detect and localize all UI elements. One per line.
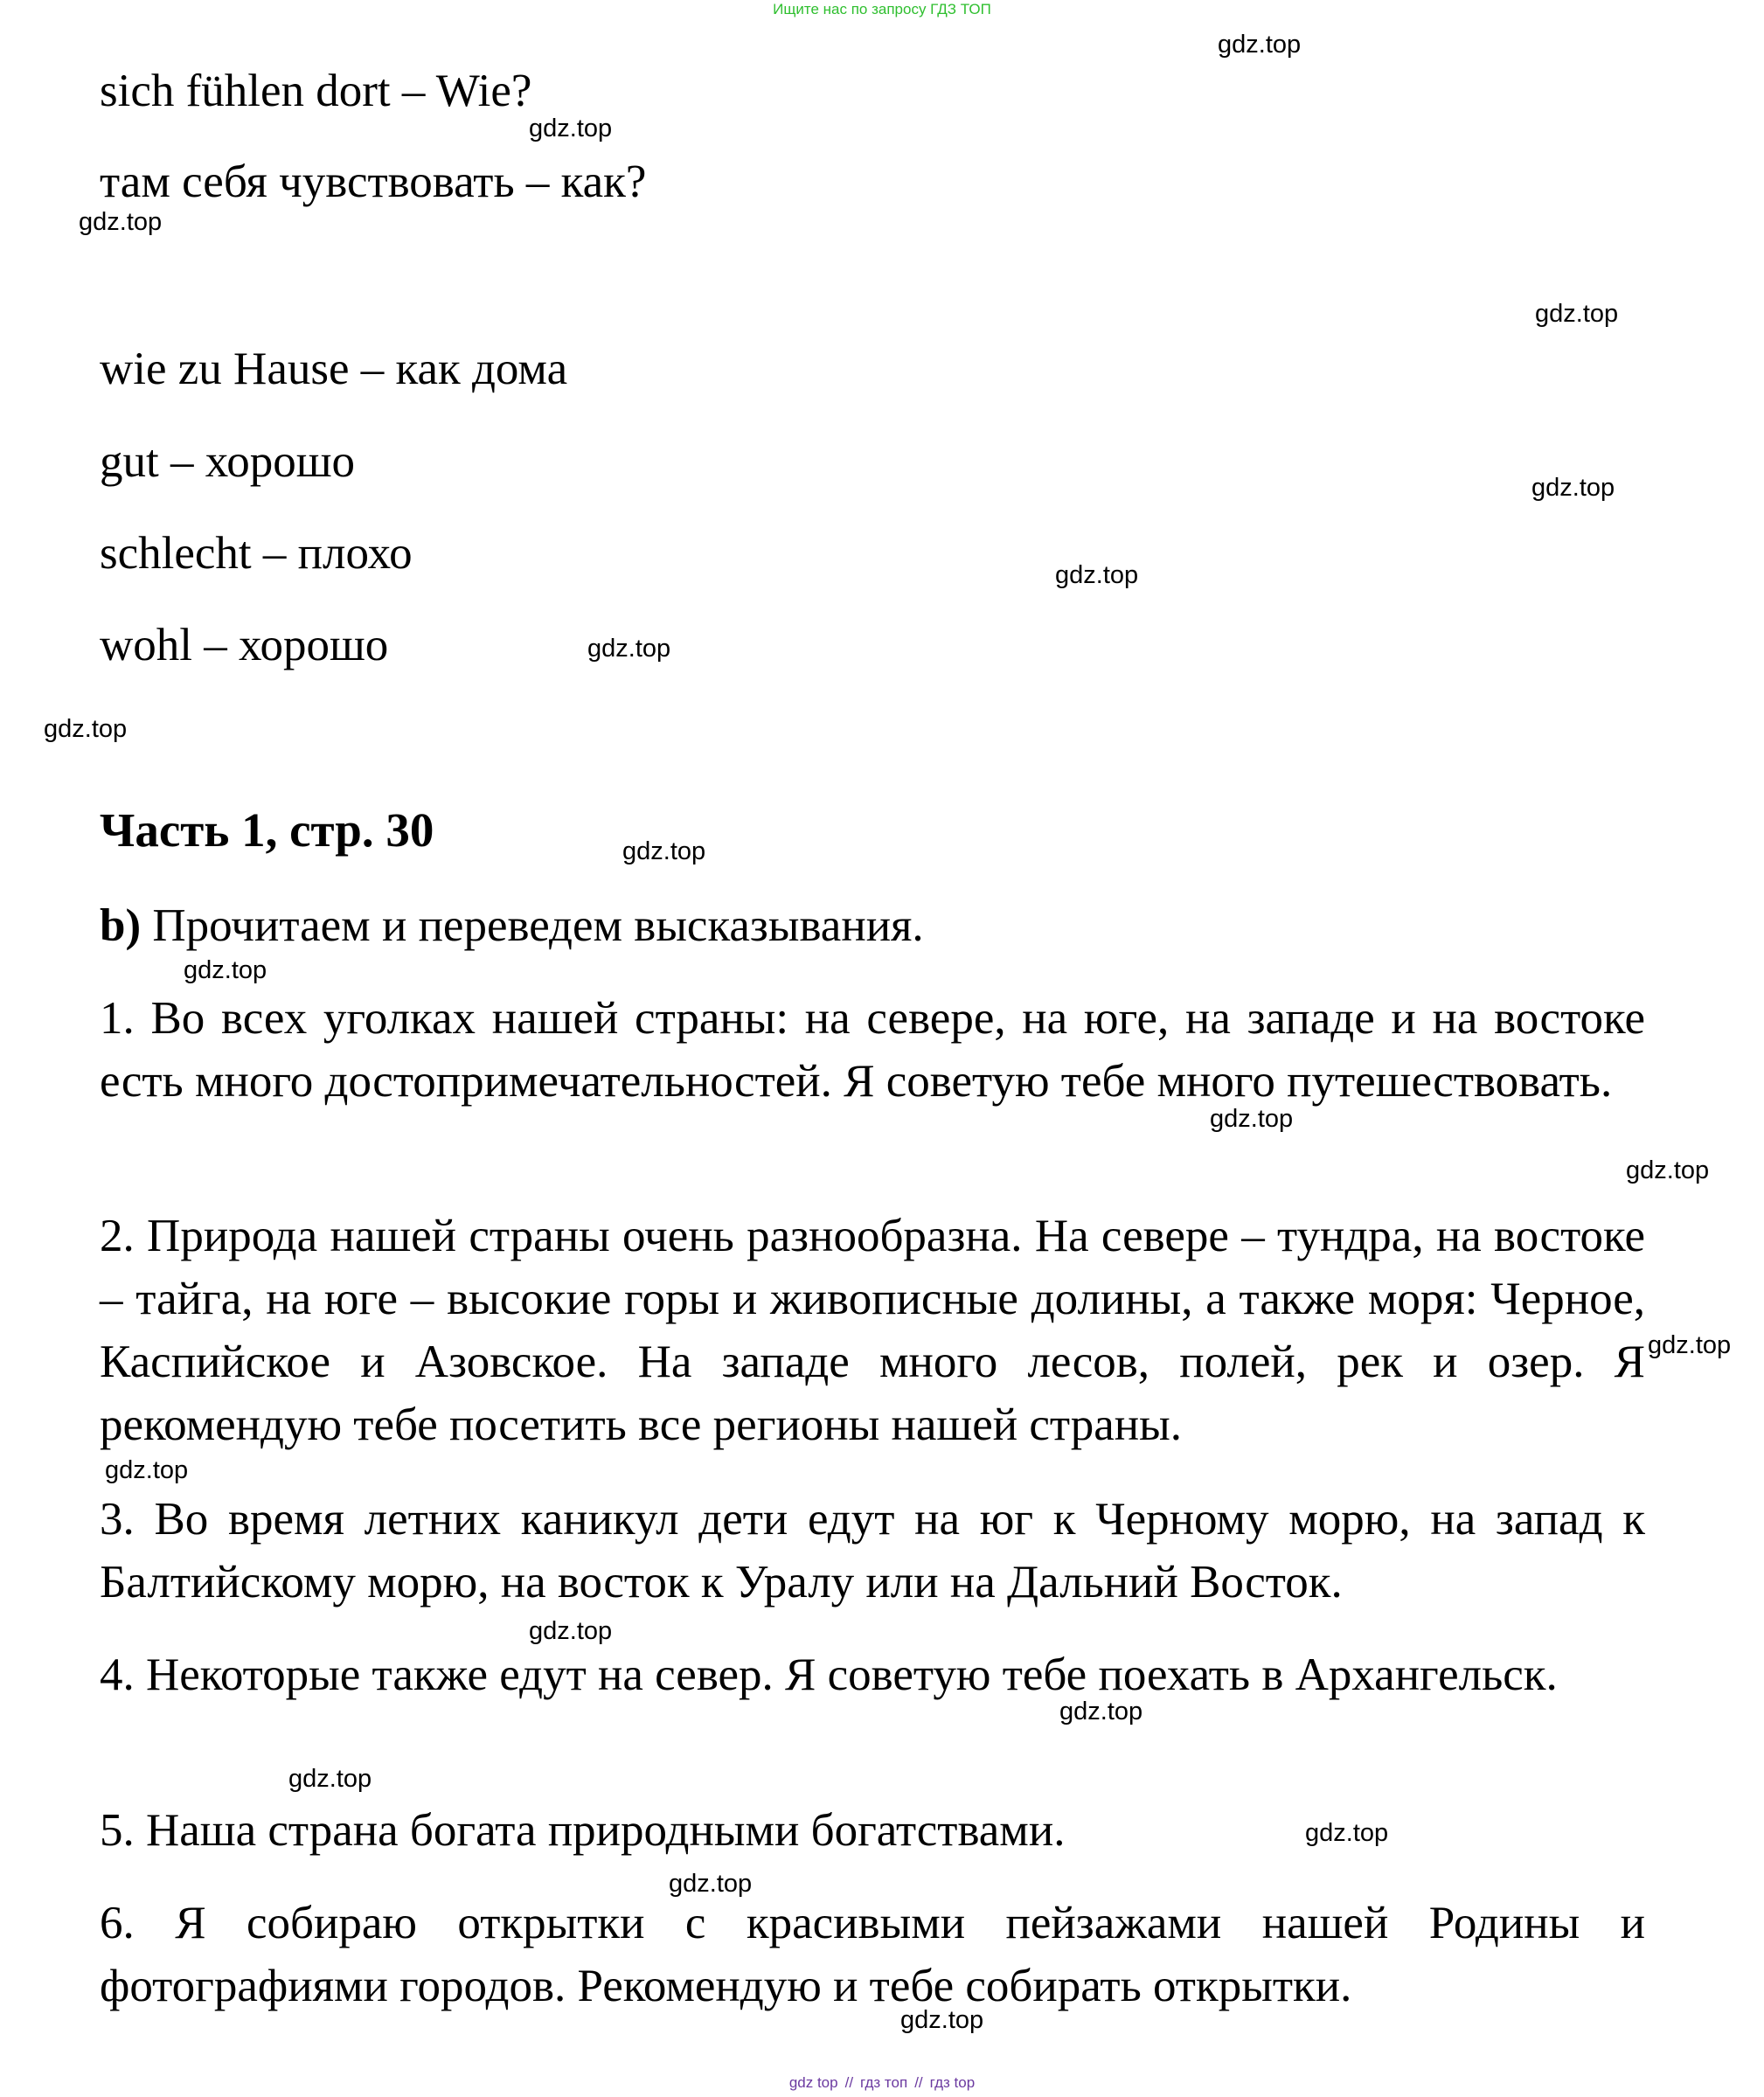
paragraph-3: 3. Во время летних каникул дети едут на юг к Черному морю, на запад к Балтийскому морю, на восток к Уралу или на Дальний Восток. [100,1494,1645,1607]
watermark: gdz.top [1535,300,1619,328]
vocab-line-6: wohl – хорошо [100,620,389,670]
watermark: gdz.top [1210,1105,1294,1133]
footer-separator: // [914,2074,923,2091]
paragraph-5: 5. Наша страна богата природными богатствами. [100,1805,1066,1856]
watermark: gdz.top [1531,474,1615,502]
watermark: gdz.top [44,715,128,743]
watermark: gdz.top [1626,1156,1710,1184]
top-banner: Ищите нас по запросу ГДЗ ТОП [773,1,991,17]
vocab-line-1: sich fühlen dort – Wie? [100,66,532,116]
paragraph-1: 1. Во всех уголках нашей страны: на севере, на юге, на западе и на востоке есть много достопримечательностей. Я советую тебе много путешествовать. [100,993,1645,1107]
watermark: gdz.top [529,1617,613,1645]
footer-separator: // [844,2074,854,2091]
watermark: gdz.top [900,2006,984,2034]
task-text: Прочитаем и переведем высказывания. [141,900,924,951]
watermark: gdz.top [1305,1819,1389,1847]
footer-links [0,2073,1764,2093]
watermark: gdz.top [184,956,267,984]
watermark: gdz.top [622,837,706,865]
vocab-line-4: gut – хорошо [100,436,356,487]
watermark: gdz.top [587,635,671,663]
watermark: gdz.top [1648,1331,1732,1359]
watermark: gdz.top [1218,31,1302,59]
paragraph-4: 4. Некоторые также едут на север. Я советую тебе поехать в Архангельск. [100,1649,1558,1700]
vocab-line-5: schlecht – плохо [100,528,413,579]
vocab-line-3: wie zu Hause – как дома [100,344,568,394]
watermark: gdz.top [288,1765,372,1793]
footer-link[interactable]: гдз топ [860,2074,908,2091]
watermark: gdz.top [79,208,163,236]
watermark: gdz.top [529,115,613,142]
paragraph-6: 6. Я собираю открытки с красивыми пейзажами нашей Родины и фотографиями городов. Рекомендую и тебе собирать открытки. [100,1898,1645,2011]
task-label: b) [100,900,142,951]
watermark: gdz.top [1059,1698,1143,1726]
footer-link[interactable]: gdz top [788,2074,838,2091]
footer-link[interactable]: гдз top [929,2074,976,2091]
paragraph-2: 2. Природа нашей страны очень разнообразна. На севере – тундра, на востоке – тайга, на юге – высокие горы и живописные долины, а также моря: Черное, Каспийское и Азовское. На западе много лесов, полей, рек и озер. Я рекомендую тебе посетить все регионы нашей страны. [100,1211,1645,1450]
task-line [100,898,924,954]
watermark: gdz.top [105,1456,189,1484]
watermark: gdz.top [669,1870,753,1898]
watermark: gdz.top [1055,561,1139,589]
vocab-line-2: там себя чувствовать – как? [100,156,647,207]
section-heading: Часть 1, стр. 30 [100,803,434,857]
